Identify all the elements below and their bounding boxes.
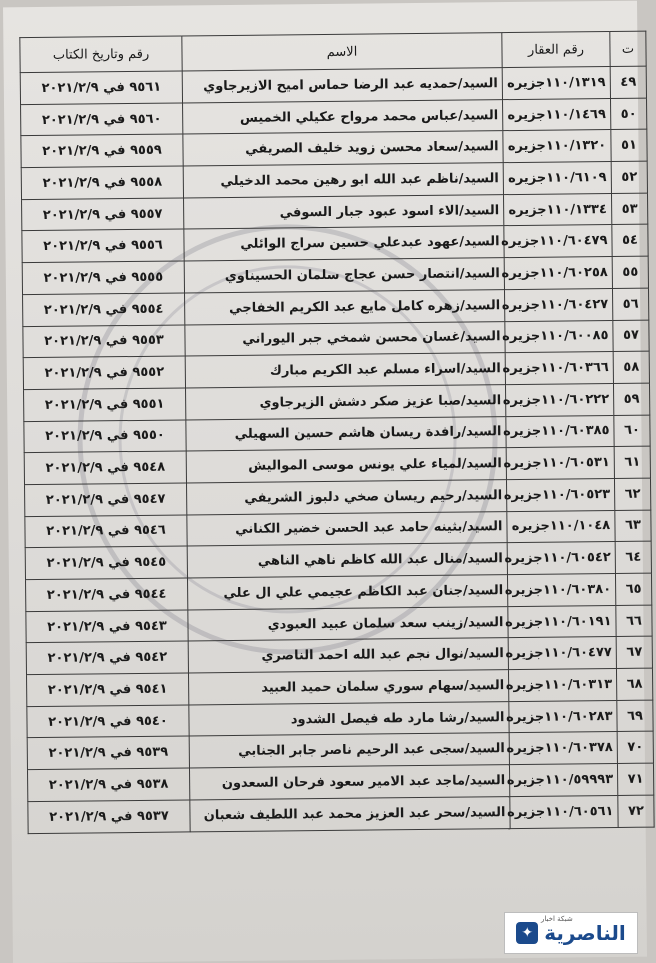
property-number: ١١٠/٦٠٤٢٧جزيره xyxy=(504,288,612,321)
property-number: ١١٠/٦٠٥٣١جزيره xyxy=(506,447,614,480)
letter-ref: ٩٥٥١ في ٢٠٢١/٢/٩ xyxy=(24,388,186,421)
property-number: ١١٠/٦٠٤٧٧جزيره xyxy=(508,637,616,670)
person-name: السيد/اسراء مسلم عبد الكريم مبارك xyxy=(185,353,505,388)
row-number: ٥٤ xyxy=(612,225,648,257)
letter-ref: ٩٥٥٥ في ٢٠٢١/٢/٩ xyxy=(22,261,184,294)
row-number: ٦١ xyxy=(614,446,650,478)
property-number: ١١٠/٦٠٤٧٩جزيره xyxy=(504,225,612,258)
row-number: ٦٥ xyxy=(615,573,651,605)
row-number: ٥٩ xyxy=(613,383,649,415)
records-table xyxy=(19,31,654,834)
property-number: ١١٠/١٤٦٩جزيره xyxy=(503,98,611,131)
letter-ref: ٩٥٥٧ في ٢٠٢١/٢/٩ xyxy=(22,198,184,231)
property-number: ١١٠/١٣٣٤جزيره xyxy=(503,193,611,226)
person-name: السيد/ناظم عبد الله ابو رهين محمد الدخيلي xyxy=(183,163,503,198)
header-property: رقم العقار xyxy=(502,31,610,67)
property-number: ١١٠/٦٠٥٦١جزيره xyxy=(510,795,618,828)
table-row xyxy=(28,795,654,833)
person-name: السيد/لمياء علي يونس موسى المواليش xyxy=(186,448,506,483)
property-number: ١١٠/٦٠٣٦٦جزيره xyxy=(505,352,613,385)
letter-ref: ٩٥٣٧ في ٢٠٢١/٢/٩ xyxy=(28,800,190,833)
document-page xyxy=(3,1,647,963)
letter-ref: ٩٥٥٢ في ٢٠٢١/٢/٩ xyxy=(23,356,185,389)
row-number: ٧٠ xyxy=(617,732,653,764)
property-number: ١١٠/٦٠٥٢٣جزيره xyxy=(506,478,614,511)
row-number: ٦٩ xyxy=(617,700,653,732)
person-name: السيد/ماجد عبد الامير سعود فرحان السعدون xyxy=(189,765,509,800)
letter-ref: ٩٥٤٠ في ٢٠٢١/٢/٩ xyxy=(27,705,189,738)
row-number: ٦٨ xyxy=(616,668,652,700)
person-name: السيد/زهره كامل مايع عبد الكريم الخفاجي xyxy=(185,289,505,324)
row-number: ٦٣ xyxy=(615,510,651,542)
row-number: ٧١ xyxy=(617,763,653,795)
property-number: ١١٠/٦٠٢٥٨جزيره xyxy=(504,257,612,290)
person-name: السيد/رشا مارد طه فيصل الشدود xyxy=(189,701,509,736)
property-number: ١١٠/٦٠١٩١جزيره xyxy=(508,605,616,638)
row-number: ٥٢ xyxy=(611,161,647,193)
letter-ref: ٩٥٦١ في ٢٠٢١/٢/٩ xyxy=(20,71,182,104)
row-number: ٧٢ xyxy=(618,795,654,827)
person-name: السيد/بثينه حامد عبد الحسن خضير الكناني xyxy=(187,511,507,546)
logo-caption: شبكة اخبار xyxy=(541,915,573,923)
property-number: ١١٠/٦٠٢٨٣جزيره xyxy=(509,700,617,733)
person-name: السيد/حمديه عبد الرضا حماس اميح الازيرجاوي xyxy=(182,68,502,103)
row-number: ٥٦ xyxy=(612,288,648,320)
row-number: ٥٧ xyxy=(613,320,649,352)
row-number: ٦٦ xyxy=(616,605,652,637)
letter-ref: ٩٥٥٨ في ٢٠٢١/٢/٩ xyxy=(21,166,183,199)
person-name: السيد/انتصار حسن عجاج سلمان الحسيناوي xyxy=(184,258,504,293)
person-name: السيد/رافدة ريسان هاشم حسين السهيلي xyxy=(186,416,506,451)
property-number: ١١٠/٥٩٩٩٣جزيره xyxy=(509,764,617,797)
letter-ref: ٩٥٤٥ في ٢٠٢١/٢/٩ xyxy=(25,546,187,579)
row-number: ٥١ xyxy=(611,129,647,161)
row-number: ٦٤ xyxy=(615,541,651,573)
person-name: السيد/رحيم ريسان صخي دلبوز الشريفي xyxy=(187,480,507,515)
property-number: ١١٠/٦٠٠٨٥جزيره xyxy=(505,320,613,353)
property-number: ١١٠/٦٠٣٧٨جزيره xyxy=(509,732,617,765)
property-number: ١١٠/٦٠٣١٣جزيره xyxy=(508,669,616,702)
table-body xyxy=(20,66,654,833)
person-name: السيد/سحر عبد العزيز محمد عبد اللطيف شعبان xyxy=(190,796,510,831)
row-number: ٦٠ xyxy=(614,415,650,447)
property-number: ١١٠/١٠٤٨جزيره xyxy=(507,510,615,543)
property-number: ١١٠/٦٠٣٨٠جزيره xyxy=(507,573,615,606)
letter-ref: ٩٥٦٠ في ٢٠٢١/٢/٩ xyxy=(21,103,183,136)
property-number: ١١٠/٦٠٢٢٢جزيره xyxy=(505,383,613,416)
header-letter: رقم وتاريخ الكتاب xyxy=(20,36,182,73)
letter-ref: ٩٥٤٦ في ٢٠٢١/٢/٩ xyxy=(25,515,187,548)
letter-ref: ٩٥٥٣ في ٢٠٢١/٢/٩ xyxy=(23,324,185,357)
letter-ref: ٩٥٤٧ في ٢٠٢١/٢/٩ xyxy=(25,483,187,516)
person-name: السيد/جنان عبد الكاظم عجيمي علي ال علي xyxy=(187,575,507,610)
letter-ref: ٩٥٤١ في ٢٠٢١/٢/٩ xyxy=(27,673,189,706)
person-name: السيد/سجى عبد الرحيم ناصر جابر الجنابي xyxy=(189,733,509,768)
person-name: السيد/غسان محسن شمخي جبر اليوراني xyxy=(185,321,505,356)
letter-ref: ٩٥٣٨ في ٢٠٢١/٢/٩ xyxy=(27,768,189,801)
letter-ref: ٩٥٥٠ في ٢٠٢١/٢/٩ xyxy=(24,420,186,453)
row-number: ٥٠ xyxy=(610,98,646,130)
row-number: ٥٥ xyxy=(612,256,648,288)
letter-ref: ٩٥٤٨ في ٢٠٢١/٢/٩ xyxy=(24,451,186,484)
person-name: السيد/نوال نجم عبد الله احمد الناصري xyxy=(188,638,508,673)
letter-ref: ٩٥٤٤ في ٢٠٢١/٢/٩ xyxy=(26,578,188,611)
property-number: ١١٠/١٣٢٠جزيره xyxy=(503,130,611,163)
property-number: ١١٠/٦١٠٩جزيره xyxy=(503,162,611,195)
header-number: ت xyxy=(610,31,646,66)
person-name: السيد/سعاد محسن زويد خليف الصريفي xyxy=(183,131,503,166)
header-name: الاسم xyxy=(182,33,502,71)
logo-text: الناصرية xyxy=(544,921,626,945)
person-name: السيد/زينب سعد سلمان عبيد العبودي xyxy=(188,606,508,641)
row-number: ٥٨ xyxy=(613,351,649,383)
letter-ref: ٩٥٥٤ في ٢٠٢١/٢/٩ xyxy=(23,293,185,326)
logo-icon: ✦ xyxy=(516,922,538,944)
row-number: ٥٣ xyxy=(611,193,647,225)
letter-ref: ٩٥٤٢ في ٢٠٢١/٢/٩ xyxy=(26,641,188,674)
row-number: ٤٩ xyxy=(610,66,646,98)
person-name: السيد/سهام سوري سلمان حميد العبيد xyxy=(188,670,508,705)
person-name: السيد/صبا عزيز صكر دشش الزيرجاوي xyxy=(186,384,506,419)
property-number: ١١٠/٦٠٣٨٥جزيره xyxy=(506,415,614,448)
letter-ref: ٩٥٣٩ في ٢٠٢١/٢/٩ xyxy=(27,736,189,769)
person-name: السيد/عباس محمد مرواح عكيلي الخميس xyxy=(183,99,503,134)
person-name: السيد/الاء اسود عبود جبار السوفي xyxy=(184,194,504,229)
person-name: السيد/منال عبد الله كاظم ناهي الناهي xyxy=(187,543,507,578)
row-number: ٦٢ xyxy=(614,478,650,510)
letter-ref: ٩٥٥٩ في ٢٠٢١/٢/٩ xyxy=(21,134,183,167)
property-number: ١١٠/١٣١٩جزيره xyxy=(502,66,610,99)
letter-ref: ٩٥٥٦ في ٢٠٢١/٢/٩ xyxy=(22,229,184,262)
person-name: السيد/عهود عبدعلي حسين سراج الوائلي xyxy=(184,226,504,261)
letter-ref: ٩٥٤٣ في ٢٠٢١/٢/٩ xyxy=(26,610,188,643)
property-number: ١١٠/٦٠٥٤٢جزيره xyxy=(507,542,615,575)
news-logo xyxy=(504,912,638,954)
row-number: ٦٧ xyxy=(616,636,652,668)
